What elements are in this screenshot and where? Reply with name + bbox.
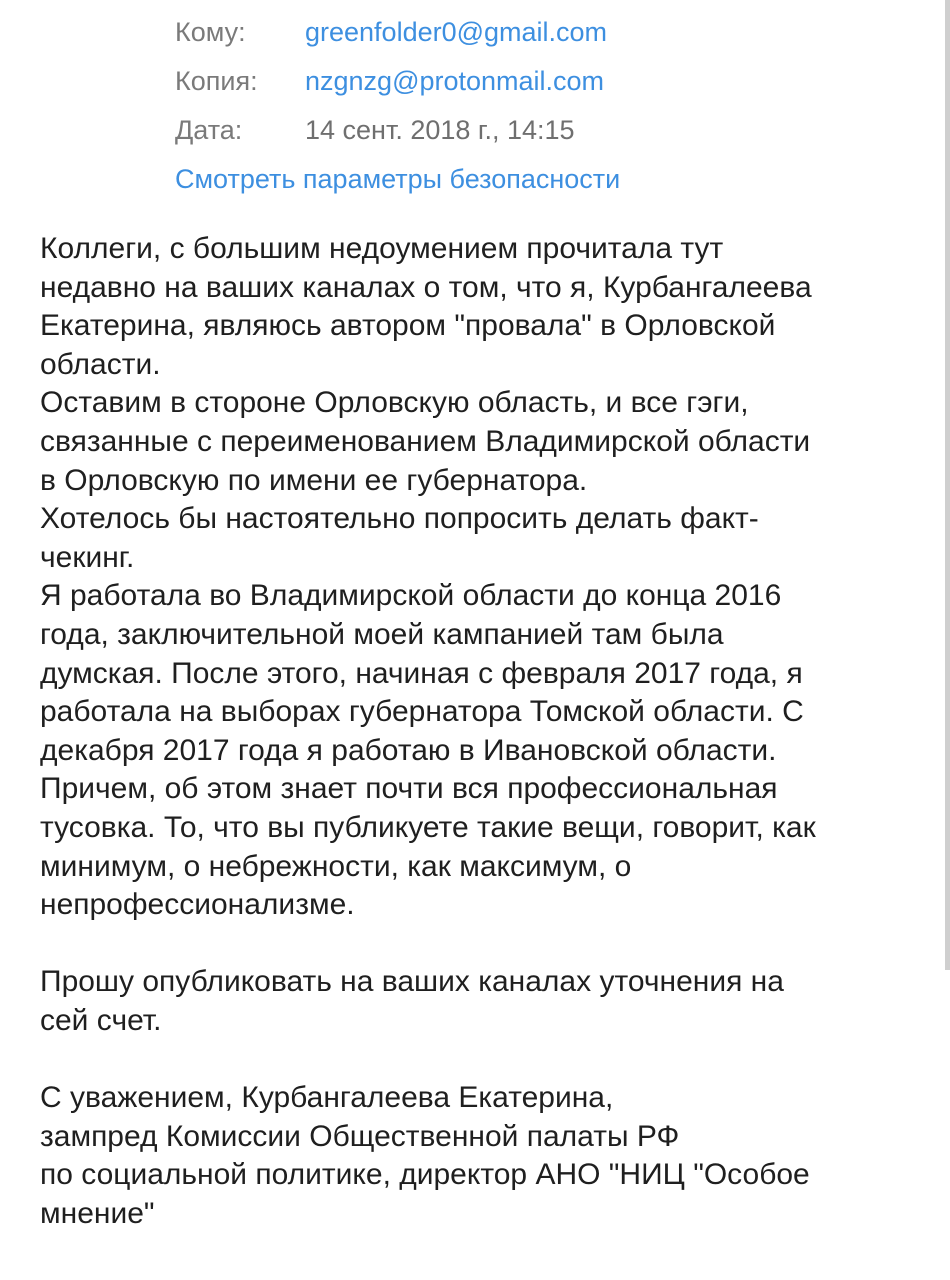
body-line: сей счет. bbox=[40, 1003, 162, 1037]
body-line: чекинг. bbox=[40, 540, 135, 574]
body-line: недавно на ваших каналах о том, что я, Курбангалеева bbox=[40, 270, 812, 304]
body-line: Екатерина, являюсь автором "провала" в Орловской bbox=[40, 309, 776, 343]
email-header bbox=[175, 8, 935, 204]
body-paragraph-main bbox=[40, 230, 930, 925]
body-line: Оставим в стороне Орловскую область, и все гэги, bbox=[40, 386, 749, 420]
body-line: области. bbox=[40, 347, 161, 381]
body-line: года, заключительной моей кампанией там была bbox=[40, 617, 724, 651]
paragraph-spacer bbox=[40, 1040, 930, 1079]
body-line: в Орловскую по имени ее губернатора. bbox=[40, 463, 588, 497]
body-line: Я работала во Владимирской области до конца 2016 bbox=[40, 579, 782, 613]
body-line: Хотелось бы настоятельно попросить делать факт- bbox=[40, 502, 759, 536]
body-line: декабря 2017 года я работаю в Ивановской области. bbox=[40, 733, 777, 767]
cc-address-link[interactable]: nzgnzg@protonmail.com bbox=[305, 66, 605, 96]
signature-block bbox=[40, 1079, 930, 1233]
body-line: Коллеги, с большим недоумением прочитала тут bbox=[40, 232, 724, 265]
to-address-link[interactable]: greenfolder0@gmail.com bbox=[305, 17, 608, 47]
body-line: минимум, о небрежности, как максимум, о bbox=[40, 849, 632, 883]
scrollbar[interactable] bbox=[945, 0, 950, 970]
signature-line: зампред Комиссии Общественной палаты РФ bbox=[40, 1119, 680, 1153]
paragraph-spacer bbox=[40, 925, 930, 964]
to-label: Кому: bbox=[175, 17, 246, 47]
body-line: Причем, об этом знает почти вся профессиональная bbox=[40, 772, 778, 806]
view-security-details-link[interactable]: Смотреть параметры безопасности bbox=[175, 164, 621, 194]
cc-row bbox=[175, 57, 935, 106]
date-value: 14 сент. 2018 г., 14:15 bbox=[305, 115, 575, 145]
body-line: непрофессионализме. bbox=[40, 888, 355, 922]
email-body bbox=[40, 230, 930, 1233]
to-row bbox=[175, 8, 935, 57]
body-line: Прошу опубликовать на ваших каналах уточнения на bbox=[40, 965, 784, 999]
date-row bbox=[175, 106, 935, 155]
date-label: Дата: bbox=[175, 115, 243, 145]
body-paragraph-request bbox=[40, 963, 930, 1040]
body-line: связанные с переименованием Владимирской области bbox=[40, 424, 811, 458]
body-line: тусовка. То, что вы публикуете такие вещи, говорит, как bbox=[40, 810, 816, 844]
signature-line: мнение" bbox=[40, 1196, 155, 1230]
cc-label: Копия: bbox=[175, 66, 258, 96]
signature-line: по социальной политике, директор АНО "НИЦ "Особое bbox=[40, 1158, 810, 1192]
body-line: работала на выборах губернатора Томской области. С bbox=[40, 695, 804, 729]
signature-line: С уважением, Курбангалеева Екатерина, bbox=[40, 1081, 614, 1115]
body-line: думская. После этого, начиная с февраля 2017 года, я bbox=[40, 656, 803, 690]
